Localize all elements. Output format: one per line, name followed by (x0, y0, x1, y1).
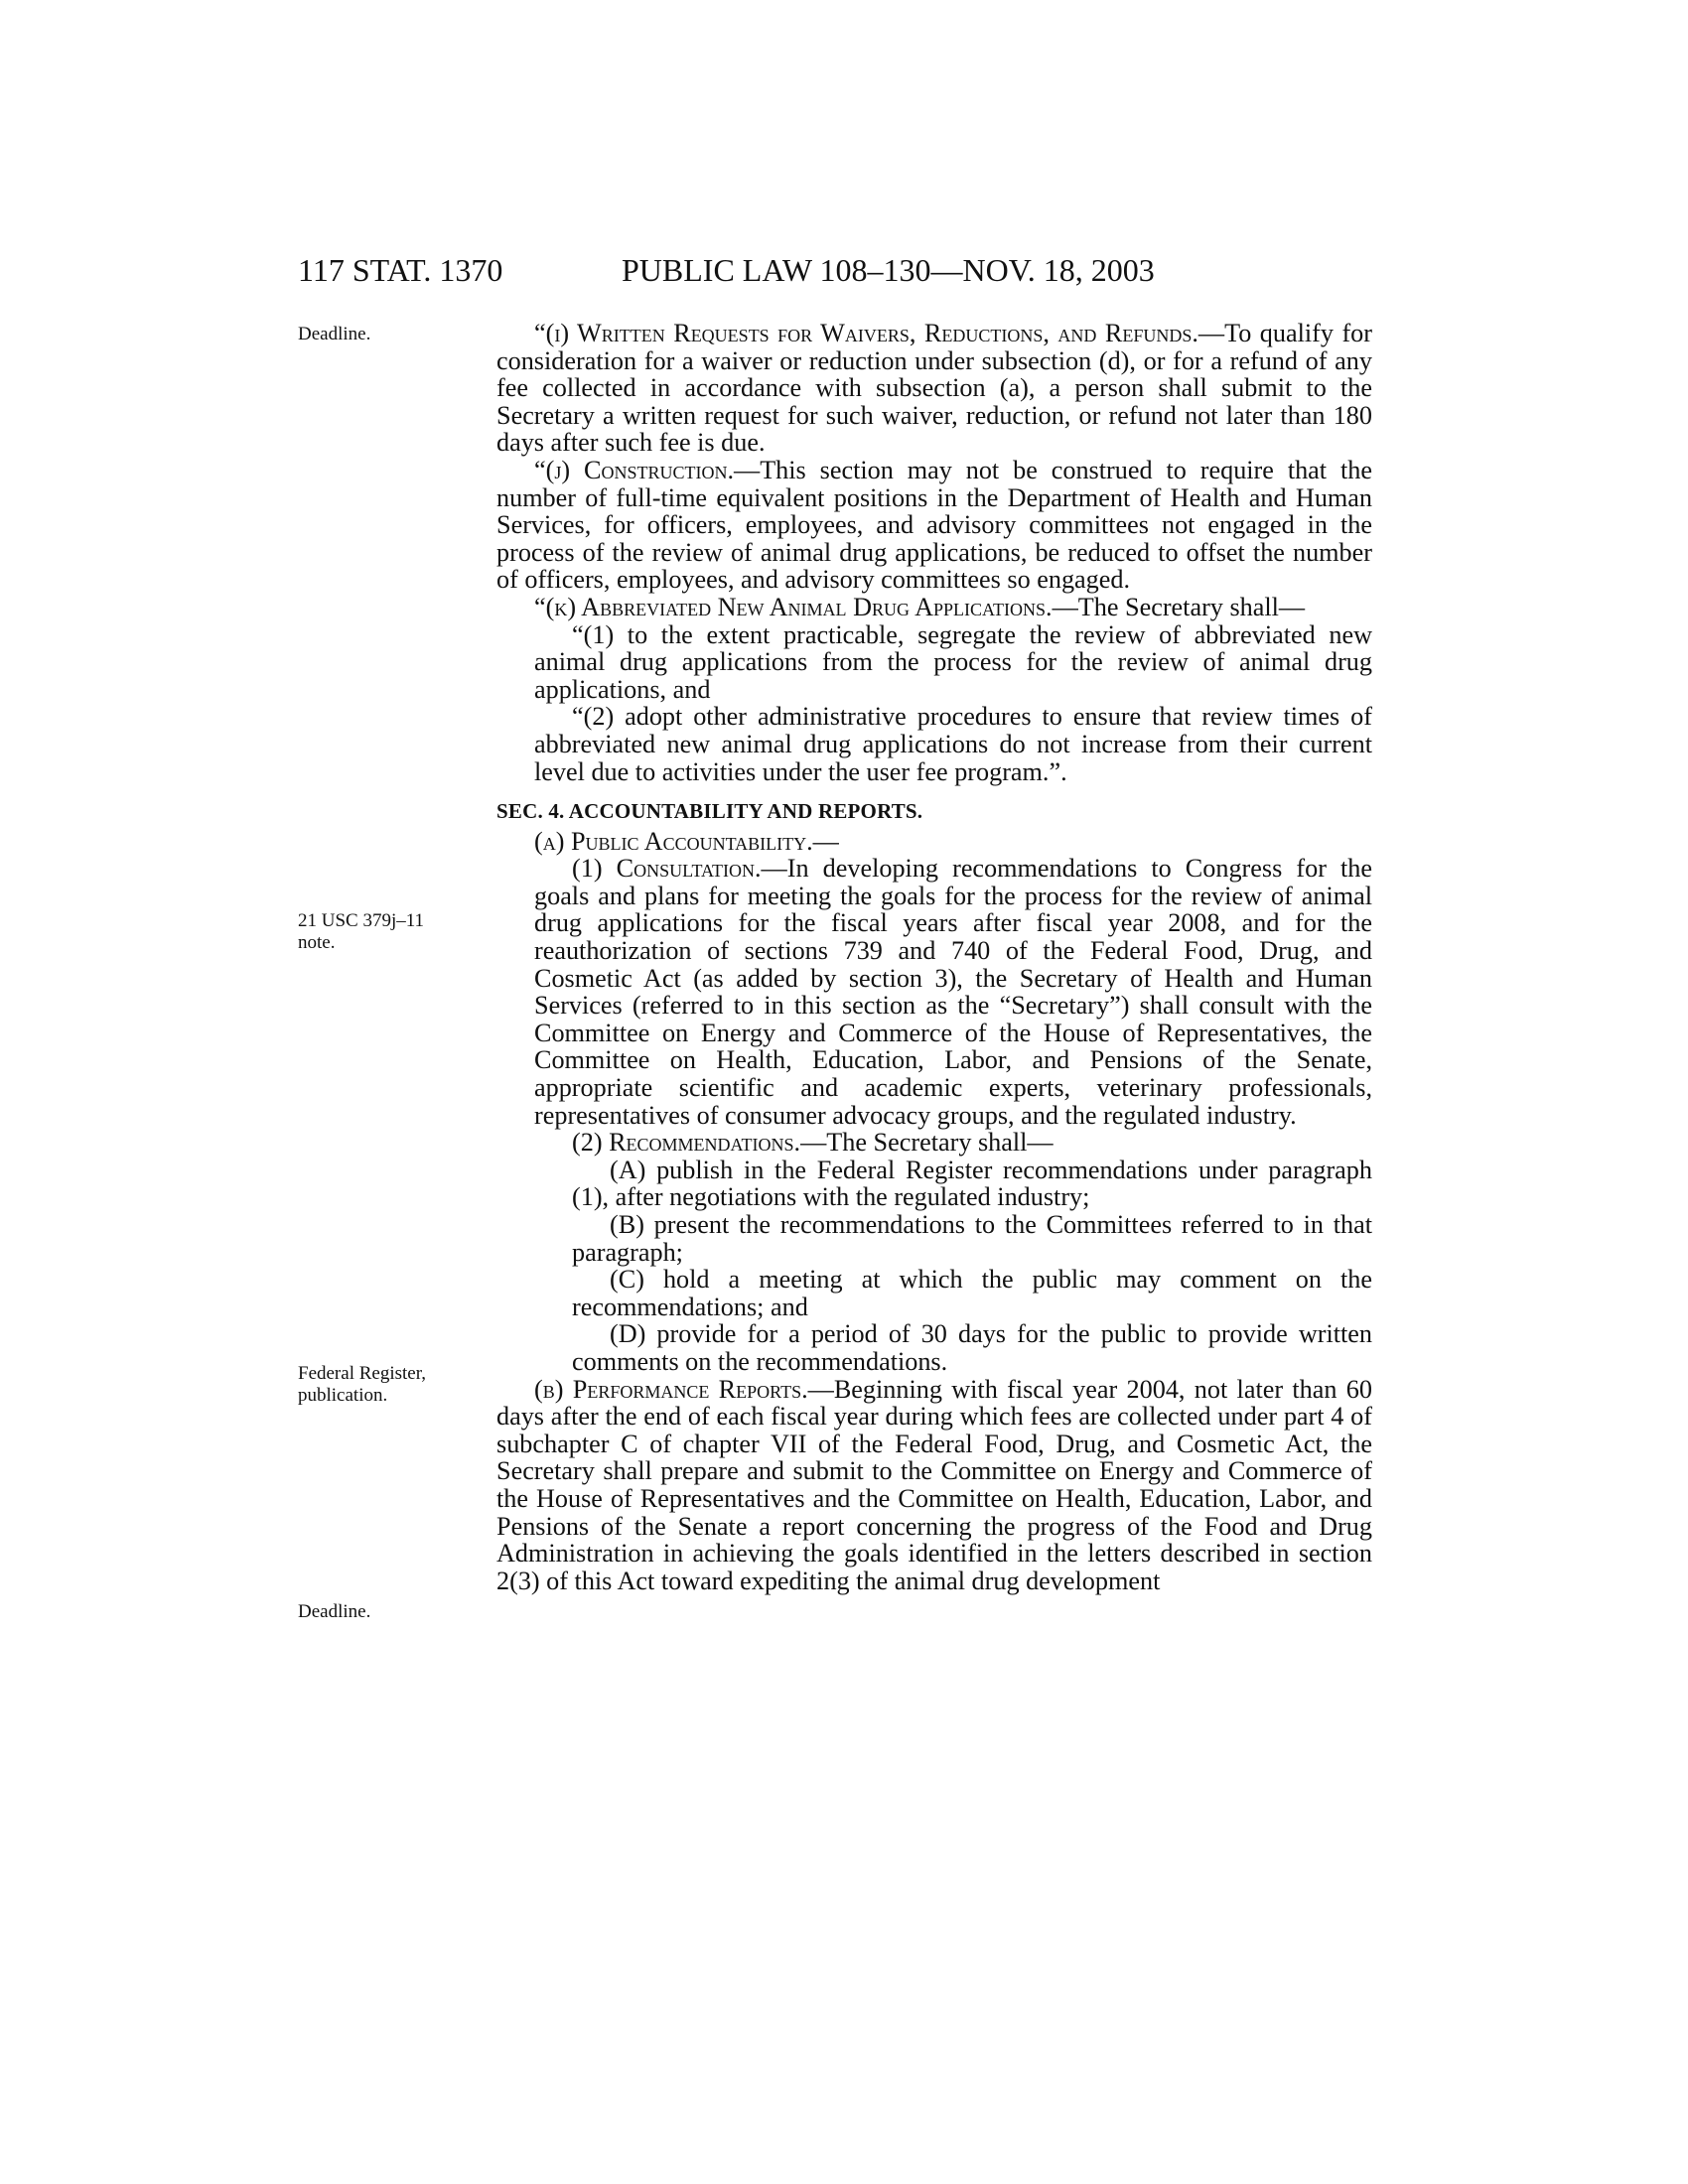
margin-note-deadline-2: Deadline. (298, 1601, 371, 1622)
paragraph-a1 (496, 855, 1372, 1129)
margin-note-federal-register: Federal Register, publication. (298, 1363, 427, 1406)
heading-a: (a) Public Accountability. (534, 826, 813, 856)
margin-note-deadline-1: Deadline. (298, 324, 371, 344)
paragraph-b (496, 1376, 1372, 1595)
paragraph-k1: “(1) to the extent practicable, segregate the review of abbreviated new animal drug applications from the process for the review of animal drug applications, and (534, 619, 1372, 704)
paragraph-a (496, 828, 1372, 856)
text-a2: —The Secretary shall— (800, 1128, 1054, 1158)
paragraph-a2C: (C) hold a meeting at which the public may comment on the recommendations; and (572, 1265, 1372, 1321)
paragraph-a2B: (B) present the recommendations to the Committees referred to in that paragraph; (572, 1210, 1372, 1267)
heading-b: (b) Performance Reports. (534, 1374, 808, 1404)
text-a1: —In developing recommendations to Congress for the goals and plans for meeting the goals for the process for the review of animal drug applications for the fiscal years after fiscal year 2008, and for the reauthorization of sections 739 and 740 of the Federal Food, Drug, and Cosmetic Act (as added by section 3), the Secretary of Health and Human Services (referred to in this section as the “Secretary”) shall consult with the Committee on Energy and Commerce of the House of Representatives, the Committee on Health, Education, Labor, and Pensions of the Senate, appropriate scientific and academic experts, veterinary professionals, representatives of consumer advocacy groups, and the regulated industry. (534, 854, 1372, 1130)
section-4-heading: SEC. 4. ACCOUNTABILITY AND REPORTS. (496, 799, 923, 824)
stat-page-number: 117 STAT. 1370 (298, 252, 503, 288)
body-text (496, 320, 1372, 1594)
heading-k: “(k) Abbreviated New Animal Drug Applications. (534, 592, 1053, 621)
heading-a2: (2) Recommendations. (572, 1128, 801, 1158)
text-a: — (812, 826, 839, 856)
page-header (298, 250, 1370, 290)
text-k: —The Secretary shall— (1052, 592, 1306, 621)
paragraph-k (496, 594, 1372, 621)
heading-a1: (1) Consultation. (572, 854, 762, 884)
text-j: —This section may not be construed to require that the number of full-time equivalent positions in the Department of Health and Human Services, for officers, employees, and advisory committees not engaged in the process of the review of animal drug applications, be reduced to offset the number of officers, employees, and advisory committees so engaged. (496, 455, 1372, 595)
paragraph-a2D: (D) provide for a period of 30 days for the public to provide written comments on the recommendations. (572, 1319, 1372, 1376)
paragraph-i (496, 320, 1372, 457)
margin-note-usc: 21 USC 379j–11 note. (298, 910, 425, 953)
paragraph-j (496, 457, 1372, 594)
law-title: PUBLIC LAW 108–130—NOV. 18, 2003 (622, 252, 1155, 288)
paragraph-k2: “(2) adopt other administrative procedures to ensure that review times of abbreviated new animal drug applications do not increase from their current level due to activities under the user fee program.”. (534, 702, 1372, 786)
text-i: —To qualify for consideration for a waiver or reduction under subsection (d), or for a refund of any fee collected in accordance with subsection (a), a person shall submit to the Secretary a written request for such waiver, reduction, or refund not later than 180 days after such fee is due. (496, 319, 1372, 458)
text-b: —Beginning with fiscal year 2004, not later than 60 days after the end of each fiscal year during which fees are collected under part 4 of subchapter C of chapter VII of the Federal Food, Drug, and Cosmetic Act, the Secretary shall prepare and submit to the Committee on Energy and Commerce of the House of Representatives and the Committee on Health, Education, Labor, and Pensions of the Senate a report concerning the progress of the Food and Drug Administration in achieving the goals identified in the letters described in section 2(3) of this Act toward expediting the animal drug development (496, 1374, 1372, 1595)
paragraph-a2 (496, 1129, 1372, 1157)
heading-j: “(j) Construction. (534, 455, 734, 484)
heading-i: “(i) Written Requests for Waivers, Reductions, and Refunds. (534, 319, 1198, 347)
paragraph-a2A: (A) publish in the Federal Register recommendations under paragraph (1), after negotiations with the regulated industry; (572, 1155, 1372, 1212)
